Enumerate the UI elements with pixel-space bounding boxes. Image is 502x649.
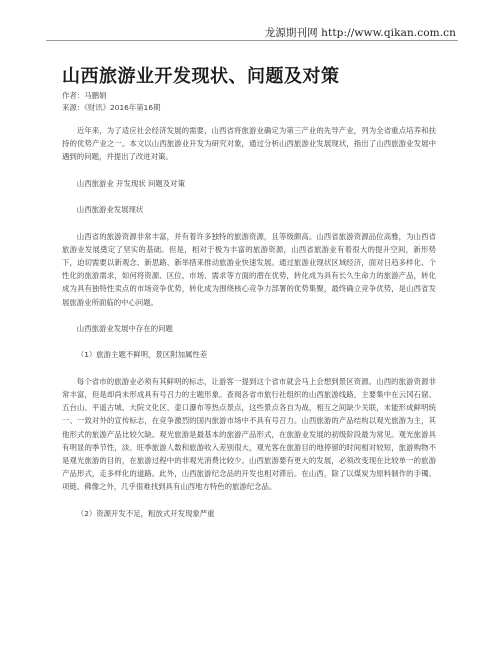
section-heading-status: 山西旅游业发展现状 (76, 205, 144, 215)
subsection-theme-body: 每个省市的旅游业必须有其鲜明的标志，让游客一提到这个省市就会马上会想到景区资源。山西的旅游资源非常丰富，但是却尚未形成具有号召力的主题形象。查阅各省市旅行社组织的山西旅游线路，主要集中在云冈石窟、五台山、平遥古城、大院文化区、壶口瀑布等热点景点，这些景点各自为战，相互之间缺少关联，未能形成鲜明统一、一致对外的宣传标志，在竞争激烈的国内旅游市场中不具有号召力。山西旅游的产品结构以观光旅游为主，其他形式的旅游产品比较欠缺。观光旅游是最基本的旅游产品形式，在旅游业发展的初级阶段最为常见。观光旅游具有明显的季节性，淡、旺季旅游人数和旅游收入差别很大，观光客在旅游目的地停留的时间相对较短，旅游购物不是观光旅游的目的，在旅游过程中的非观光消费比较少。山西旅游要有更大的发展，必须改变现在比较单一的旅游产品形式，走多样化的道路。此外，山西旅游纪念品的开发也相对滞后。在山西，除了以煤炭为原料制作的手镯、项链、佛像之外，几乎很难找到具有山西地方特色的旅游纪念品。 (62, 376, 436, 492)
abstract-paragraph: 近年来，为了适应社会经济发展的需要，山西省将旅游业确定为第三产业的先导产业，列为全省重点培养和扶持的优势产业之一。本文以山西旅游业开发为研究对象，通过分析山西旅游业发展现状，指出了山西旅游业发展中遇到的问题，并提出了改进对策。 (62, 126, 436, 162)
header-divider (46, 40, 458, 41)
article-body (62, 124, 436, 533)
article-author: 作者：马鹏娟 (62, 91, 107, 100)
subsection-heading-theme: （1）旅游主题不鲜明，景区附加属性差 (76, 350, 208, 360)
site-header[interactable]: 龙源期刊网 http://www.qikan.com.cn (264, 27, 456, 39)
article-source: 来源：《财讯》2016年第16期 (62, 103, 161, 112)
article-title: 山西旅游业开发现状、问题及对策 (62, 66, 340, 87)
section-heading-problems: 山西旅游业发展中存在的问题 (76, 323, 173, 333)
subsection-heading-resources: （2）资源开发不足，粗放式开发现象严重 (76, 508, 215, 518)
section-status-body: 山西省的旅游资源非常丰富，并有着许多独特的旅游资源，且等级颇高。山西省旅游资源品位高雅，为山西省旅游业发展奠定了坚实的基础。但是，相对于极为丰富的旅游资源，山西省旅游业有着很大的提升空间，新形势下，迫切需要以新观念、新思路、新举措来推动旅游业快速发展。通过旅游业现状区域经济，面对日趋多样化、个性化的旅游需求，如何将资源、区位、市场、需求等方面的潜在优势，转化成为具有长久生命力的旅游产品，转化成为具有独特性卖点的市场竞争优势，转化成为围绕核心竞争力部署的优势集聚，最终确立竞争优势，是山西省发展旅游业所面临的中心问题。 (62, 231, 436, 307)
keywords-line: 山西旅游业 开发现状 问题及对策 (76, 178, 185, 188)
